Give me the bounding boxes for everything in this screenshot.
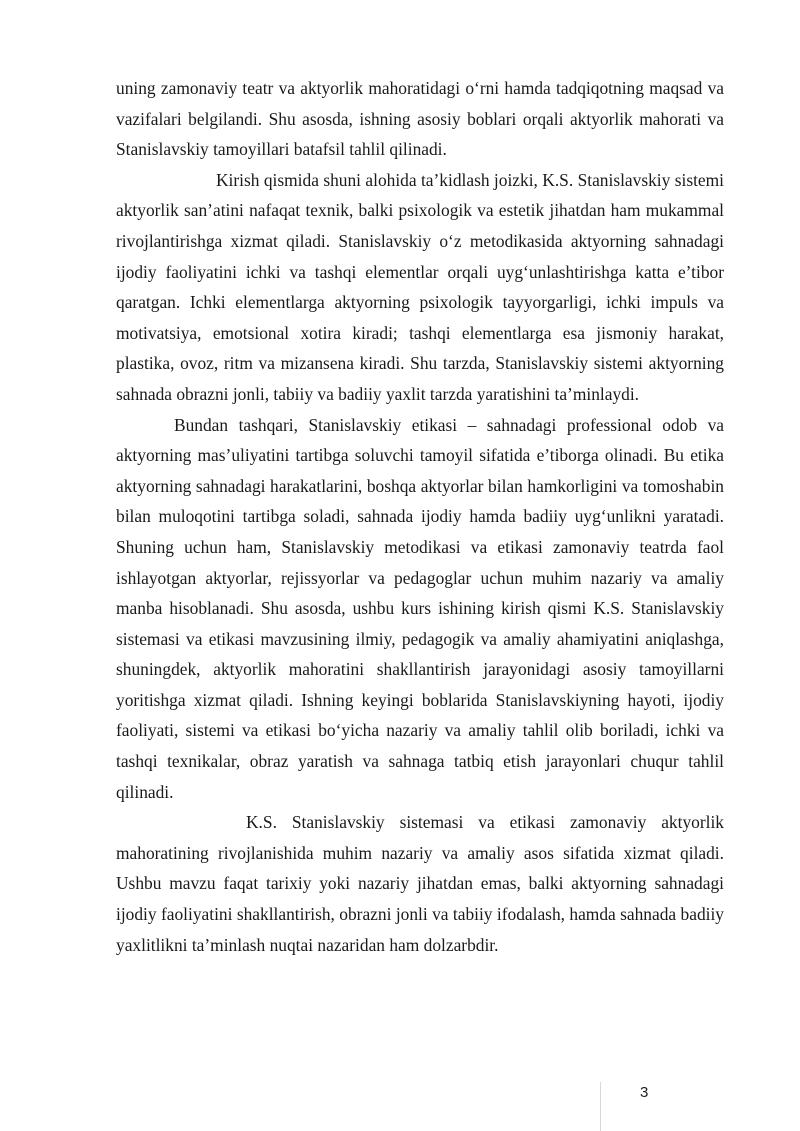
paragraph-2: Kirish qismida shuni alohida ta’kidlash joizki, K.S. Stanislavskiy sistemi aktyorlik san’atini nafaqat texnik, balki psixologik va estetik jihatdan ham mukammal rivojlantirishga xizmat qiladi. Stanislavskiy o‘z metodikasida aktyorning sahnadagi ijodiy faoliyatini ichki va tashqi elementlar orqali uyg‘unlashtirishga katta e’tibor qaratgan. Ichki elementlarga aktyorning psixologik tayyorgarligi, ichki impuls va motivatsiya, emotsional xotira kiradi; tashqi elementlarga esa jismoniy harakat, plastika, ovoz, ritm va mizansena kiradi. Shu tarzda, Stanislavskiy sistemi aktyorning sahnada obrazni jonli, tabiiy va badiiy yaxlit tarzda yaratishini ta’minlaydi. [116,169,724,404]
page-number-divider [600,1082,601,1131]
paragraph-4: K.S. Stanislavskiy sistemasi va etikasi zamonaviy aktyorlik mahoratining rivojlanishida muhim nazariy va amaliy asos sifatida xizmat qiladi. Ushbu mavzu faqat tarixiy yoki nazariy jihatdan emas, balki aktyorning sahnadagi ijodiy faoliyatini shakllantirish, obrazni jonli va tabiiy ifodalash, hamda sahnada badiiy yaxlitlikni ta’minlash nuqtai nazaridan ham dolzarbdir. [116,812,724,955]
page-number: 3 [640,1084,649,1101]
paragraph-3: Bundan tashqari, Stanislavskiy etikasi – sahnadagi professional odob va aktyorning mas’uliyatini tartibga soluvchi tamoyil sifatida e’tiborga olinadi. Bu etika aktyorning sahnadagi harakatlarini, boshqa aktyorlar bilan hamkorligini va tomoshabin bilan muloqotini tartibga soladi, sahnada ijodiy hamda badiiy uyg‘unlikni yaratadi. Shuning uchun ham, Stanislavskiy metodikasi va etikasi zamonaviy teatrda faol ishlayotgan aktyorlar, rejissyorlar va pedagoglar uchun muhim nazariy va amaliy manba hisoblanadi. Shu asosda, ushbu kurs ishining kirish qismi K.S. Stanislavskiy sistemasi va etikasi mavzusining ilmiy, pedagogik va amaliy ahamiyatini aniqlashga, shuningdek, aktyorlik mahoratini shakllantirish jarayonidagi asosiy tamoyillarni yoritishga xizmat qiladi. Ishning keyingi boblarida Stanislavskiyning hayoti, ijodiy faoliyati, sistemi va etikasi bo‘yicha nazariy va amaliy tahlil olib boriladi, ichki va tashqi texnikalar, obraz yaratish va sahnaga tatbiq etish jarayonlari chuqur tahlil qilinadi. [116,414,724,802]
paragraph-1: uning zamonaviy teatr va aktyorlik mahoratidagi o‘rni hamda tadqiqotning maqsad va vazifalari belgilandi. Shu asosda, ishning asosiy boblari orqali aktyorlik mahorati va Stanislavskiy tamoyillari batafsil tahlil qilinadi. [116,78,724,160]
body-text [116,73,724,960]
